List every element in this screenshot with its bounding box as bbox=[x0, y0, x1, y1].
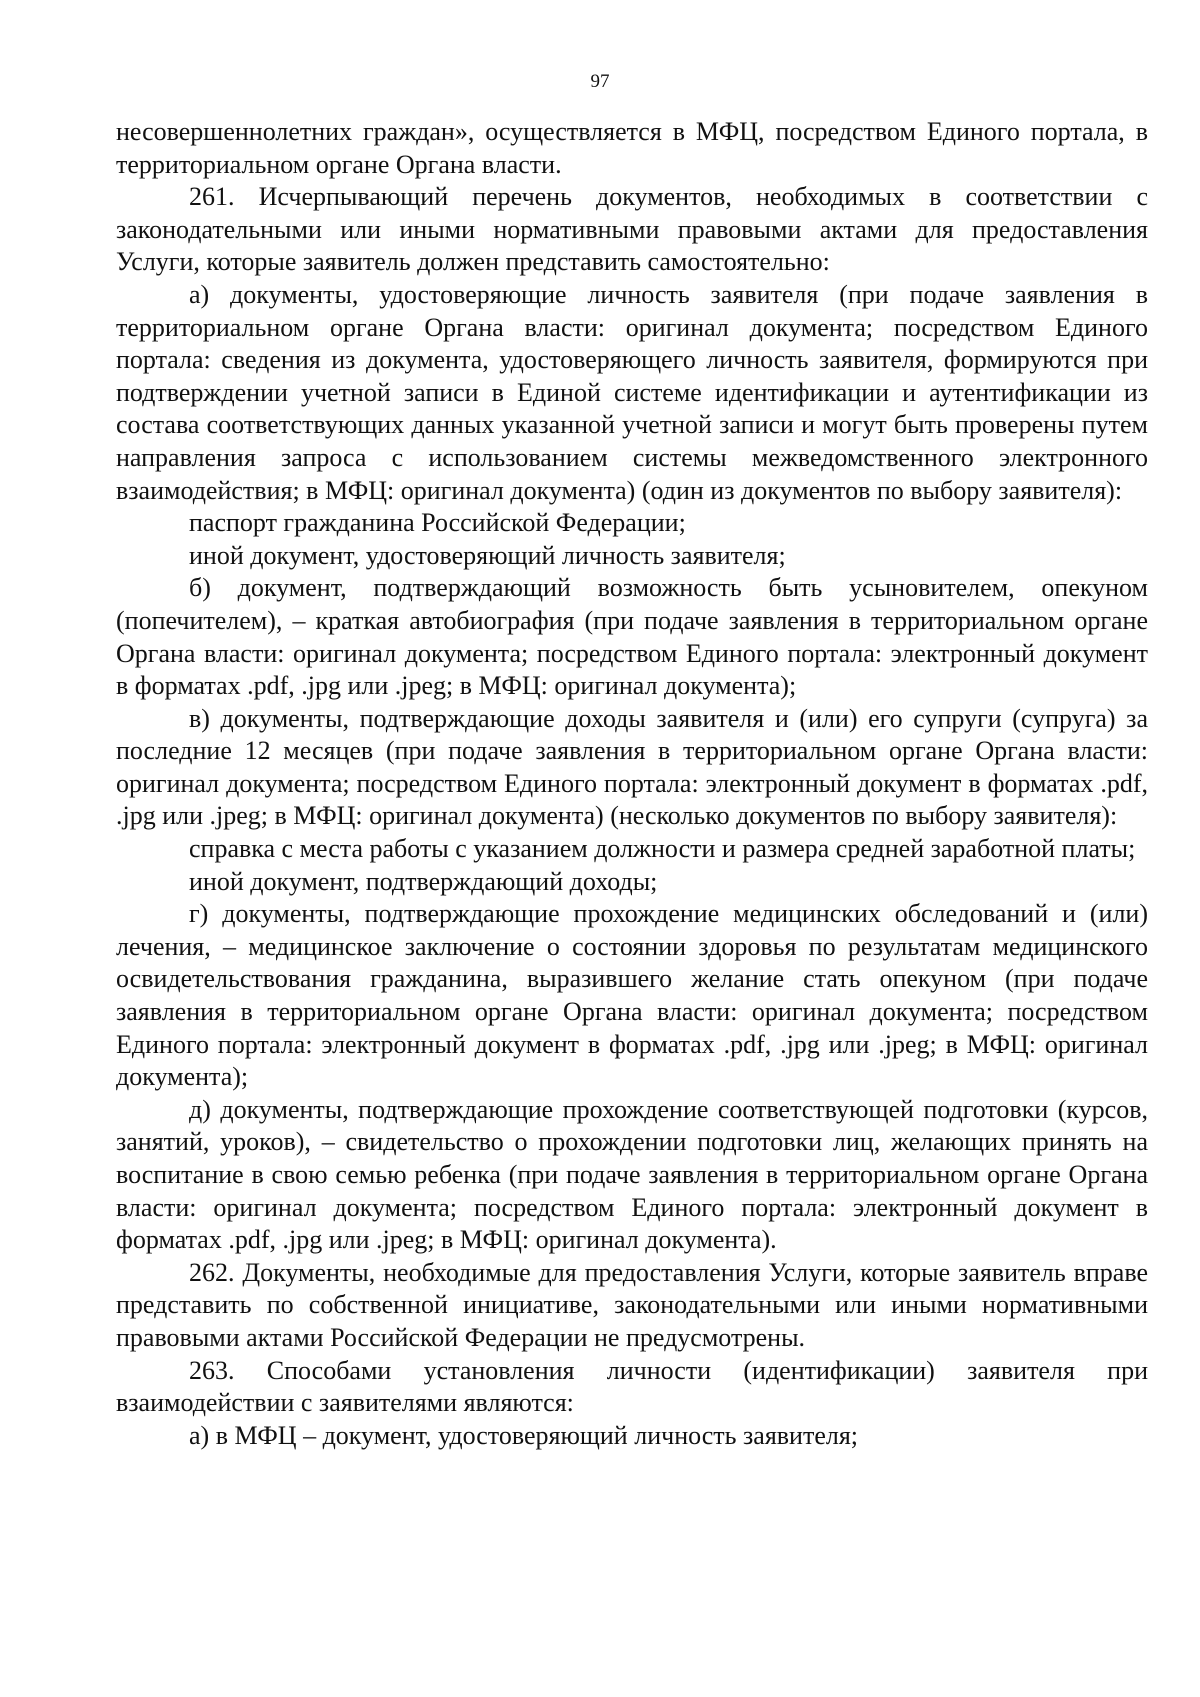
paragraph-261-b: б) документ, подтверждающий возможность быть усыновителем, опекуном (попечителем), – краткая автобиография (при подаче заявления в территориальном органе Органа власти: оригинал документа; посредством Единого портала: электронный документ в форматах .pdf, .jpg или .jpeg; в МФЦ: оригинал документа); bbox=[116, 573, 1148, 701]
list-item-other-income-doc: иной документ, подтверждающий доходы; bbox=[189, 866, 658, 896]
list-item-passport: паспорт гражданина Российской Федерации; bbox=[189, 508, 686, 538]
paragraph-261-v: в) документы, подтверждающие доходы заявителя и (или) его супруги (супруга) за последние 12 месяцев (при подаче заявления в территориальном органе Органа власти: оригинал документа; посредством Единого портала: электронный документ в форматах .pdf, .jpg или .jpeg; в МФЦ: оригинал документа) (несколько документов по выбору заявителя): bbox=[116, 703, 1148, 831]
page-number: 97 bbox=[590, 71, 610, 92]
paragraph-262: 262. Документы, необходимые для предоставления Услуги, которые заявитель вправе представить по собственной инициативе, законодательными или иными нормативными правовыми актами Российской Федерации не предусмотрены. bbox=[116, 1257, 1148, 1352]
paragraph-261-g: г) документы, подтверждающие прохождение медицинских обследований и (или) лечения, – медицинское заключение о состоянии здоровья по результатам медицинского освидетельствования гражданина, выразившего желание стать опекуном (при подаче заявления в территориальном органе Органа власти: оригинал документа; посредством Единого портала: электронный документ в форматах .pdf, .jpg или .jpeg; в МФЦ: оригинал документа); bbox=[116, 899, 1148, 1092]
paragraph-261: 261. Исчерпывающий перечень документов, необходимых в соответствии с законодательными или иными нормативными правовыми актами для предоставления Услуги, которые заявитель должен представить самостоятельно: bbox=[116, 182, 1148, 277]
document-body bbox=[116, 116, 1148, 1452]
paragraph-261-d: д) документы, подтверждающие прохождение соответствующей подготовки (курсов, занятий, уроков), – свидетельство о прохождении подготовки лиц, желающих принять на воспитание в свою семью ребенка (при подаче заявления в территориальном органе Органа власти: оригинал документа; посредством Единого портала: электронный документ в форматах .pdf, .jpg или .jpeg; в МФЦ: оригинал документа). bbox=[116, 1094, 1148, 1255]
paragraph-continuation: несовершеннолетних граждан», осуществляется в МФЦ, посредством Единого портала, в территориальном органе Органа власти. bbox=[116, 117, 1148, 179]
list-item-salary-certificate: справка с места работы с указанием должности и размера средней заработной платы; bbox=[189, 834, 1136, 864]
paragraph-263-a: а) в МФЦ – документ, удостоверяющий личность заявителя; bbox=[189, 1420, 859, 1450]
paragraph-263: 263. Способами установления личности (идентификации) заявителя при взаимодействии с заявителями являются: bbox=[116, 1355, 1148, 1418]
list-item-other-id: иной документ, удостоверяющий личность заявителя; bbox=[189, 540, 786, 570]
paragraph-261-a: а) документы, удостоверяющие личность заявителя (при подаче заявления в территориальном органе Органа власти: оригинал документа; посредством Единого портала: сведения из документа, удостоверяющего личность заявителя, формируются при подтверждении учетной записи в Единой системе идентификации и аутентификации из состава соответствующих данных указанной учетной записи и могут быть проверены путем направления запроса с использованием системы межведомственного электронного взаимодействия; в МФЦ: оригинал документа) (один из документов по выбору заявителя): bbox=[116, 279, 1148, 505]
